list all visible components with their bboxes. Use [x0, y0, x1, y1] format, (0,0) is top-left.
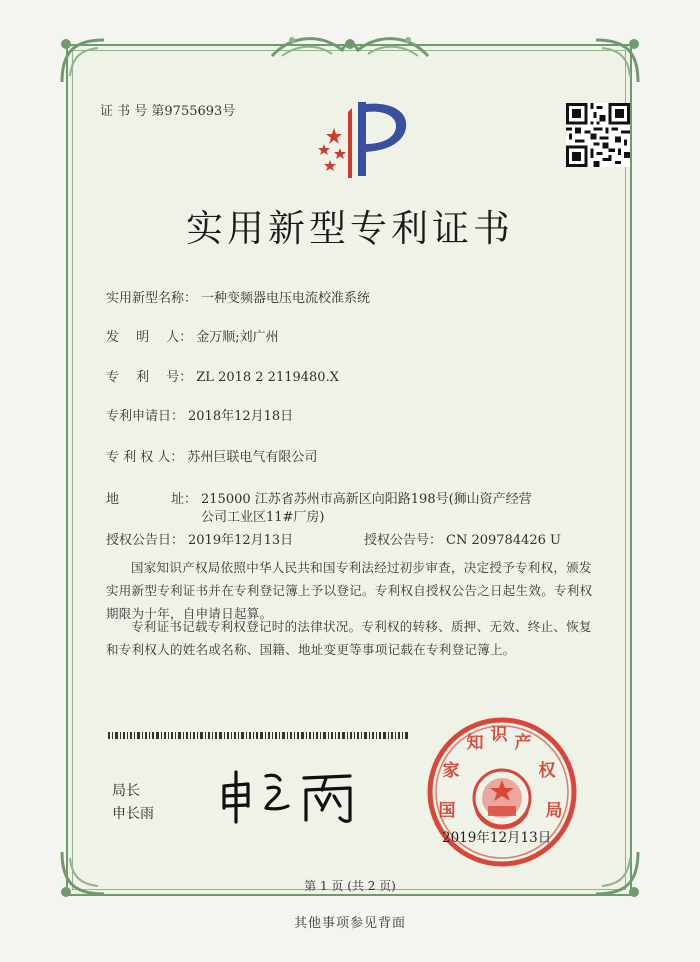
- page-number: 第 1 页 (共 2 页): [304, 879, 396, 893]
- address-line-1: 215000 江苏省苏州市高新区向阳路198号(狮山资产经营: [201, 492, 532, 507]
- grant-number-row: [364, 529, 561, 548]
- seal-text: [422, 712, 582, 872]
- field-label: 实用新型名称：: [106, 291, 198, 306]
- footer-note: 其他事项参见背面: [293, 916, 406, 931]
- address-line-2: 公司工业区11#厂房): [201, 510, 325, 525]
- seal-char: 知: [466, 733, 484, 753]
- seal-char: 产: [514, 733, 532, 753]
- body-paragraph-2: 专利证书记载专利权登记时的法律状况。专利权的转移、质押、无效、终止、恢复和专利权人的姓名或名称、国籍、地址变更等事项记载在专利登记簿上。: [106, 619, 592, 657]
- field-label: 授权公告日：: [106, 533, 185, 548]
- inventor-row: [106, 326, 279, 345]
- director-name: 申长雨: [112, 806, 154, 822]
- field-label: 地 址：: [106, 492, 198, 507]
- patentee-row: [106, 446, 317, 465]
- inventor-names: 金万顺;刘广州: [196, 330, 279, 345]
- utility-model-name: 一种变频器电压电流校准系统: [201, 291, 371, 306]
- certificate-number: 证 书 号 第9755693号: [100, 104, 236, 119]
- patentee-name: 苏州巨联电气有限公司: [187, 450, 318, 465]
- body-paragraph-1: 国家知识产权局依照中华人民共和国专利法经过初步审查，决定授予专利权，颁发实用新型专利证书并在专利登记簿上予以登记。专利权自授权公告之日起生效。专利权期限为十年，自申请日起算。: [106, 560, 593, 621]
- field-label: 授权公告号：: [364, 533, 443, 548]
- grant-date: 2019年12月13日: [188, 533, 294, 548]
- field-label: 发 明 人：: [106, 330, 193, 345]
- director-title: 局长: [112, 783, 140, 799]
- corner-ornament-bottom-left: [54, 842, 114, 904]
- patent-number-row: [106, 366, 339, 385]
- grant-number: CN 209784426 U: [446, 533, 561, 548]
- certificate-title: 实用新型专利证书: [186, 207, 514, 250]
- svg-text:国 家 知 识 产: [439, 725, 563, 821]
- barcode: [108, 732, 408, 739]
- address-row: [106, 488, 532, 507]
- field-label: 专 利 权 人：: [106, 450, 184, 465]
- patent-office-logo: [312, 98, 412, 180]
- seal-char: 国: [438, 801, 456, 821]
- handwritten-signature: [218, 764, 368, 824]
- filing-date: 2018年12月18日: [188, 409, 294, 424]
- seal-date: 2019年12月13日: [442, 830, 552, 846]
- corner-ornament-top-right: [586, 32, 646, 92]
- seal-char: 局: [545, 801, 563, 821]
- seal-char: 识: [490, 725, 508, 745]
- patent-number: ZL 2018 2 2119480.X: [196, 370, 339, 385]
- corner-ornament-top-left: [54, 32, 114, 92]
- utility-model-name-row: [106, 287, 370, 306]
- corner-ornament-bottom-right: [586, 842, 646, 904]
- field-label: 专 利 号：: [106, 370, 193, 385]
- seal-char: 权: [538, 761, 556, 781]
- field-label: 专利申请日：: [106, 409, 185, 424]
- qr-code-icon: [566, 103, 630, 167]
- grant-date-row: [106, 529, 293, 548]
- filing-date-row: [106, 405, 293, 424]
- seal-char: 家: [442, 761, 460, 781]
- top-ornament: [262, 30, 438, 64]
